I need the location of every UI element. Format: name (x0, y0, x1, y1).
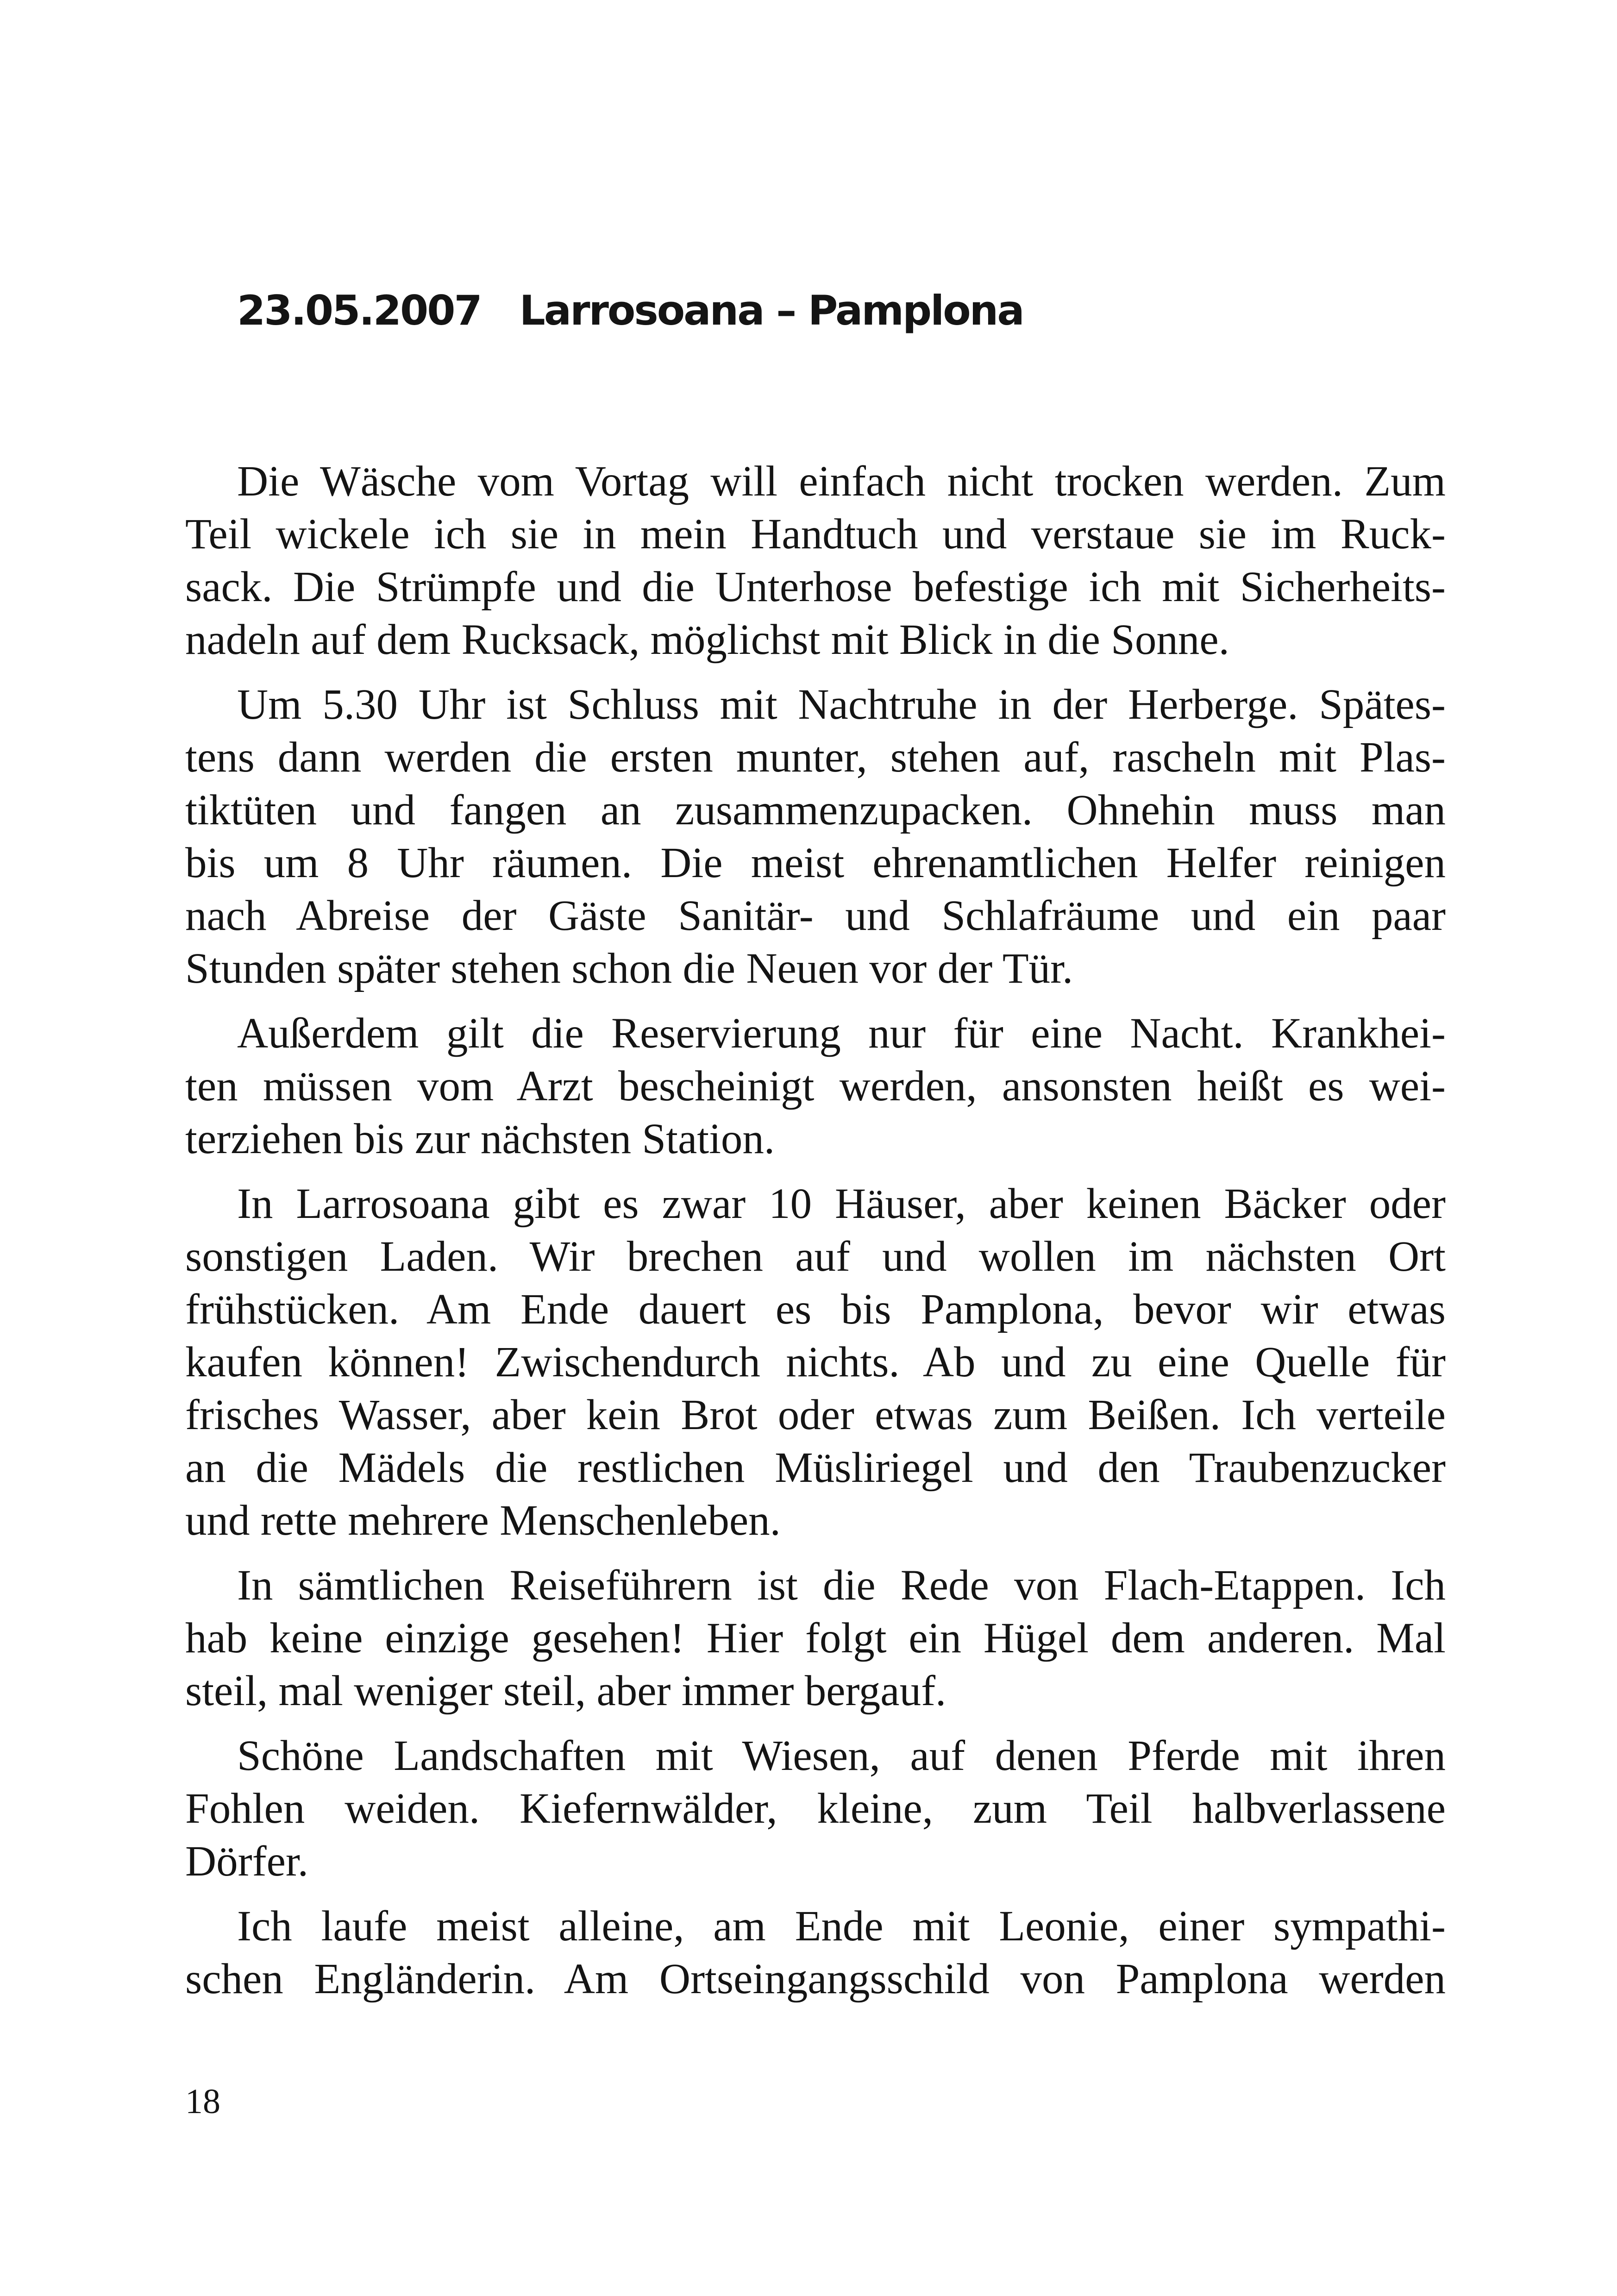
text-line: Außerdem gilt die Reservierung nur für eine Nacht. Krankhei- (237, 1010, 1446, 1057)
text-line: kaufen können! Zwischendurch nichts. Ab und zu eine Quelle für (185, 1338, 1446, 1386)
text-line: Teil wickele ich sie in mein Handtuch und verstaue sie im Ruck- (185, 510, 1446, 558)
text-line: frühstücken. Am Ende dauert es bis Pamplona, bevor wir etwas (185, 1286, 1446, 1333)
text-line: tens dann werden die ersten munter, stehen auf, rascheln mit Plas- (185, 734, 1446, 781)
text-line: Die Wäsche vom Vortag will einfach nicht trocken werden. Zum (237, 458, 1446, 505)
text-line: nadeln auf dem Rucksack, möglichst mit Blick in die Sonne. (185, 616, 1229, 664)
paragraph (185, 1900, 1446, 2006)
paragraph-gap (185, 1547, 1446, 1559)
paragraph (185, 1178, 1446, 1547)
text-line: Dörfer. (185, 1838, 308, 1885)
text-line: terziehen bis zur nächsten Station. (185, 1115, 775, 1163)
paragraph-gap (185, 1888, 1446, 1900)
text-line: sack. Die Strümpfe und die Unterhose befestige ich mit Sicherheits- (185, 563, 1446, 611)
text-line: In Larrosoana gibt es zwar 10 Häuser, aber keinen Bäcker oder (237, 1180, 1446, 1228)
page-number: 18 (185, 2082, 220, 2121)
text-line: hab keine einzige gesehen! Hier folgt ein Hügel dem anderen. Mal (185, 1614, 1446, 1662)
text-line: tiktüten und fangen an zusammenzupacken. Ohnehin muss man (185, 786, 1446, 834)
text-line: In sämtlichen Reiseführern ist die Rede von Flach-Etappen. Ich (237, 1562, 1446, 1609)
text-line: steil, mal weniger steil, aber immer bergauf. (185, 1667, 946, 1715)
text-line: sonstigen Laden. Wir brechen auf und wollen im nächsten Ort (185, 1233, 1446, 1280)
paragraph-gap (185, 666, 1446, 678)
paragraph-gap (185, 1166, 1446, 1178)
paragraph (185, 1730, 1446, 1888)
paragraph-gap (185, 995, 1446, 1007)
text-line: bis um 8 Uhr räumen. Die meist ehrenamtlichen Helfer reinigen (185, 839, 1446, 887)
chapter-heading (237, 286, 1023, 335)
paragraph (185, 1559, 1446, 1718)
paragraph (185, 678, 1446, 995)
text-line: Ich laufe meist alleine, am Ende mit Leonie, einer sympathi- (237, 1902, 1446, 1950)
text-line: nach Abreise der Gäste Sanitär- und Schlafräume und ein paar (185, 892, 1446, 940)
chapter-date: 23.05.2007 (237, 287, 481, 334)
body-text (185, 455, 1446, 2006)
paragraph (185, 455, 1446, 666)
text-line: frisches Wasser, aber kein Brot oder etwas zum Beißen. Ich verteile (185, 1391, 1446, 1439)
chapter-route: Larrosoana – Pamplona (519, 287, 1023, 334)
text-line: Stunden später stehen schon die Neuen vor der Tür. (185, 945, 1073, 992)
text-line: schen Engländerin. Am Ortseingangsschild von Pamplona werden (185, 1955, 1446, 2003)
text-line: ten müssen vom Arzt bescheinigt werden, ansonsten heißt es wei- (185, 1062, 1446, 1110)
text-line: und rette mehrere Menschenleben. (185, 1497, 781, 1544)
paragraph-gap (185, 1718, 1446, 1730)
text-line: Um 5.30 Uhr ist Schluss mit Nachtruhe in der Herberge. Spätes- (237, 681, 1446, 728)
paragraph (185, 1007, 1446, 1166)
text-line: Schöne Landschaften mit Wiesen, auf denen Pferde mit ihren (237, 1732, 1446, 1780)
text-line: an die Mädels die restlichen Müsliriegel und den Traubenzucker (185, 1444, 1446, 1492)
text-line: Fohlen weiden. Kiefernwälder, kleine, zum Teil halbverlassene (185, 1785, 1446, 1832)
